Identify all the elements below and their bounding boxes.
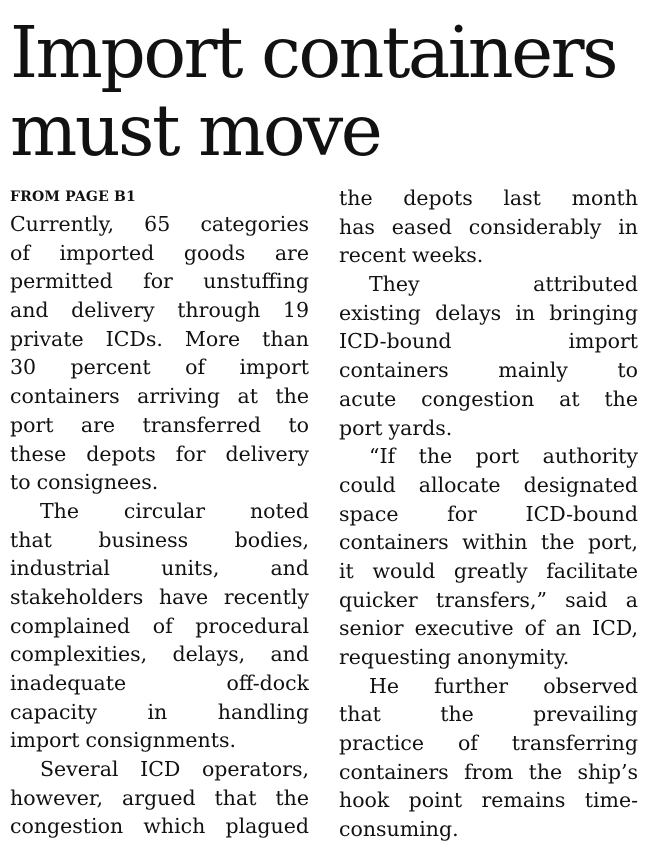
article-column-right [339, 184, 638, 844]
text-line: practice of transferring [339, 731, 638, 756]
text-line: of imported goods are [10, 240, 309, 265]
text-line: Several ICD operators, [40, 757, 309, 782]
text-line: industrial units, and [10, 556, 309, 581]
headline [10, 11, 645, 172]
headline-line-2: must move [10, 89, 381, 172]
text-line: space for ICD-bound [339, 501, 638, 526]
text-line: port yards. [339, 415, 453, 440]
text-line: import consignments. [10, 728, 236, 753]
text-line: private ICDs. More than [10, 326, 309, 351]
text-line: 30 percent of import [10, 355, 309, 380]
text-line: to consignees. [10, 470, 159, 495]
text-line: congestion which plagued [10, 814, 309, 839]
text-line: capacity in handling [10, 699, 309, 724]
text-line: permitted for unstuffing [10, 269, 309, 294]
text-line: stakeholders have recently [10, 584, 309, 609]
continued-from-label: FROM PAGE B1 [10, 189, 136, 205]
text-line: complexities, delays, and [10, 642, 309, 667]
text-line: acute congestion at the [339, 386, 638, 411]
text-line: containers within the port, [339, 530, 638, 555]
text-line: however, argued that the [10, 785, 309, 810]
text-line: existing delays in bringing [339, 300, 638, 325]
text-line: ICD-bound import [339, 329, 638, 354]
left-column-text [10, 210, 309, 841]
text-line: containers mainly to [339, 358, 638, 383]
text-line: recent weeks. [339, 243, 484, 268]
text-line: and delivery through 19 [10, 298, 309, 323]
text-line: senior executive of an ICD, [339, 616, 638, 641]
right-column-text [339, 184, 638, 844]
text-line: containers from the ship’s [339, 759, 638, 784]
text-line: consuming. [339, 817, 459, 842]
text-line: could allocate designated [339, 472, 638, 497]
text-line: the depots last month [339, 186, 638, 210]
text-line: complained of procedural [10, 613, 309, 638]
text-line: They attributed [369, 272, 638, 297]
text-line: requesting anonymity. [339, 645, 570, 669]
text-line: quicker transfers,” said a [339, 587, 638, 612]
text-line: “If the port authority [369, 444, 638, 469]
headline-line-1: Import containers [10, 11, 617, 94]
text-line: The circular noted [40, 498, 309, 523]
text-line: port are transferred to [10, 412, 309, 437]
text-line: it would greatly facilitate [339, 558, 638, 583]
text-line: containers arriving at the [10, 384, 309, 409]
text-line: that the prevailing [339, 702, 638, 727]
text-line: inadequate off-dock [10, 671, 309, 695]
text-line: Currently, 65 categories [10, 212, 309, 236]
text-line: hook point remains time- [339, 788, 638, 813]
text-line: has eased considerably in [339, 214, 638, 239]
article-column-left [10, 184, 309, 841]
text-line: these depots for delivery [10, 441, 309, 466]
text-line: that business bodies, [10, 527, 309, 552]
text-line: He further observed [369, 673, 638, 698]
